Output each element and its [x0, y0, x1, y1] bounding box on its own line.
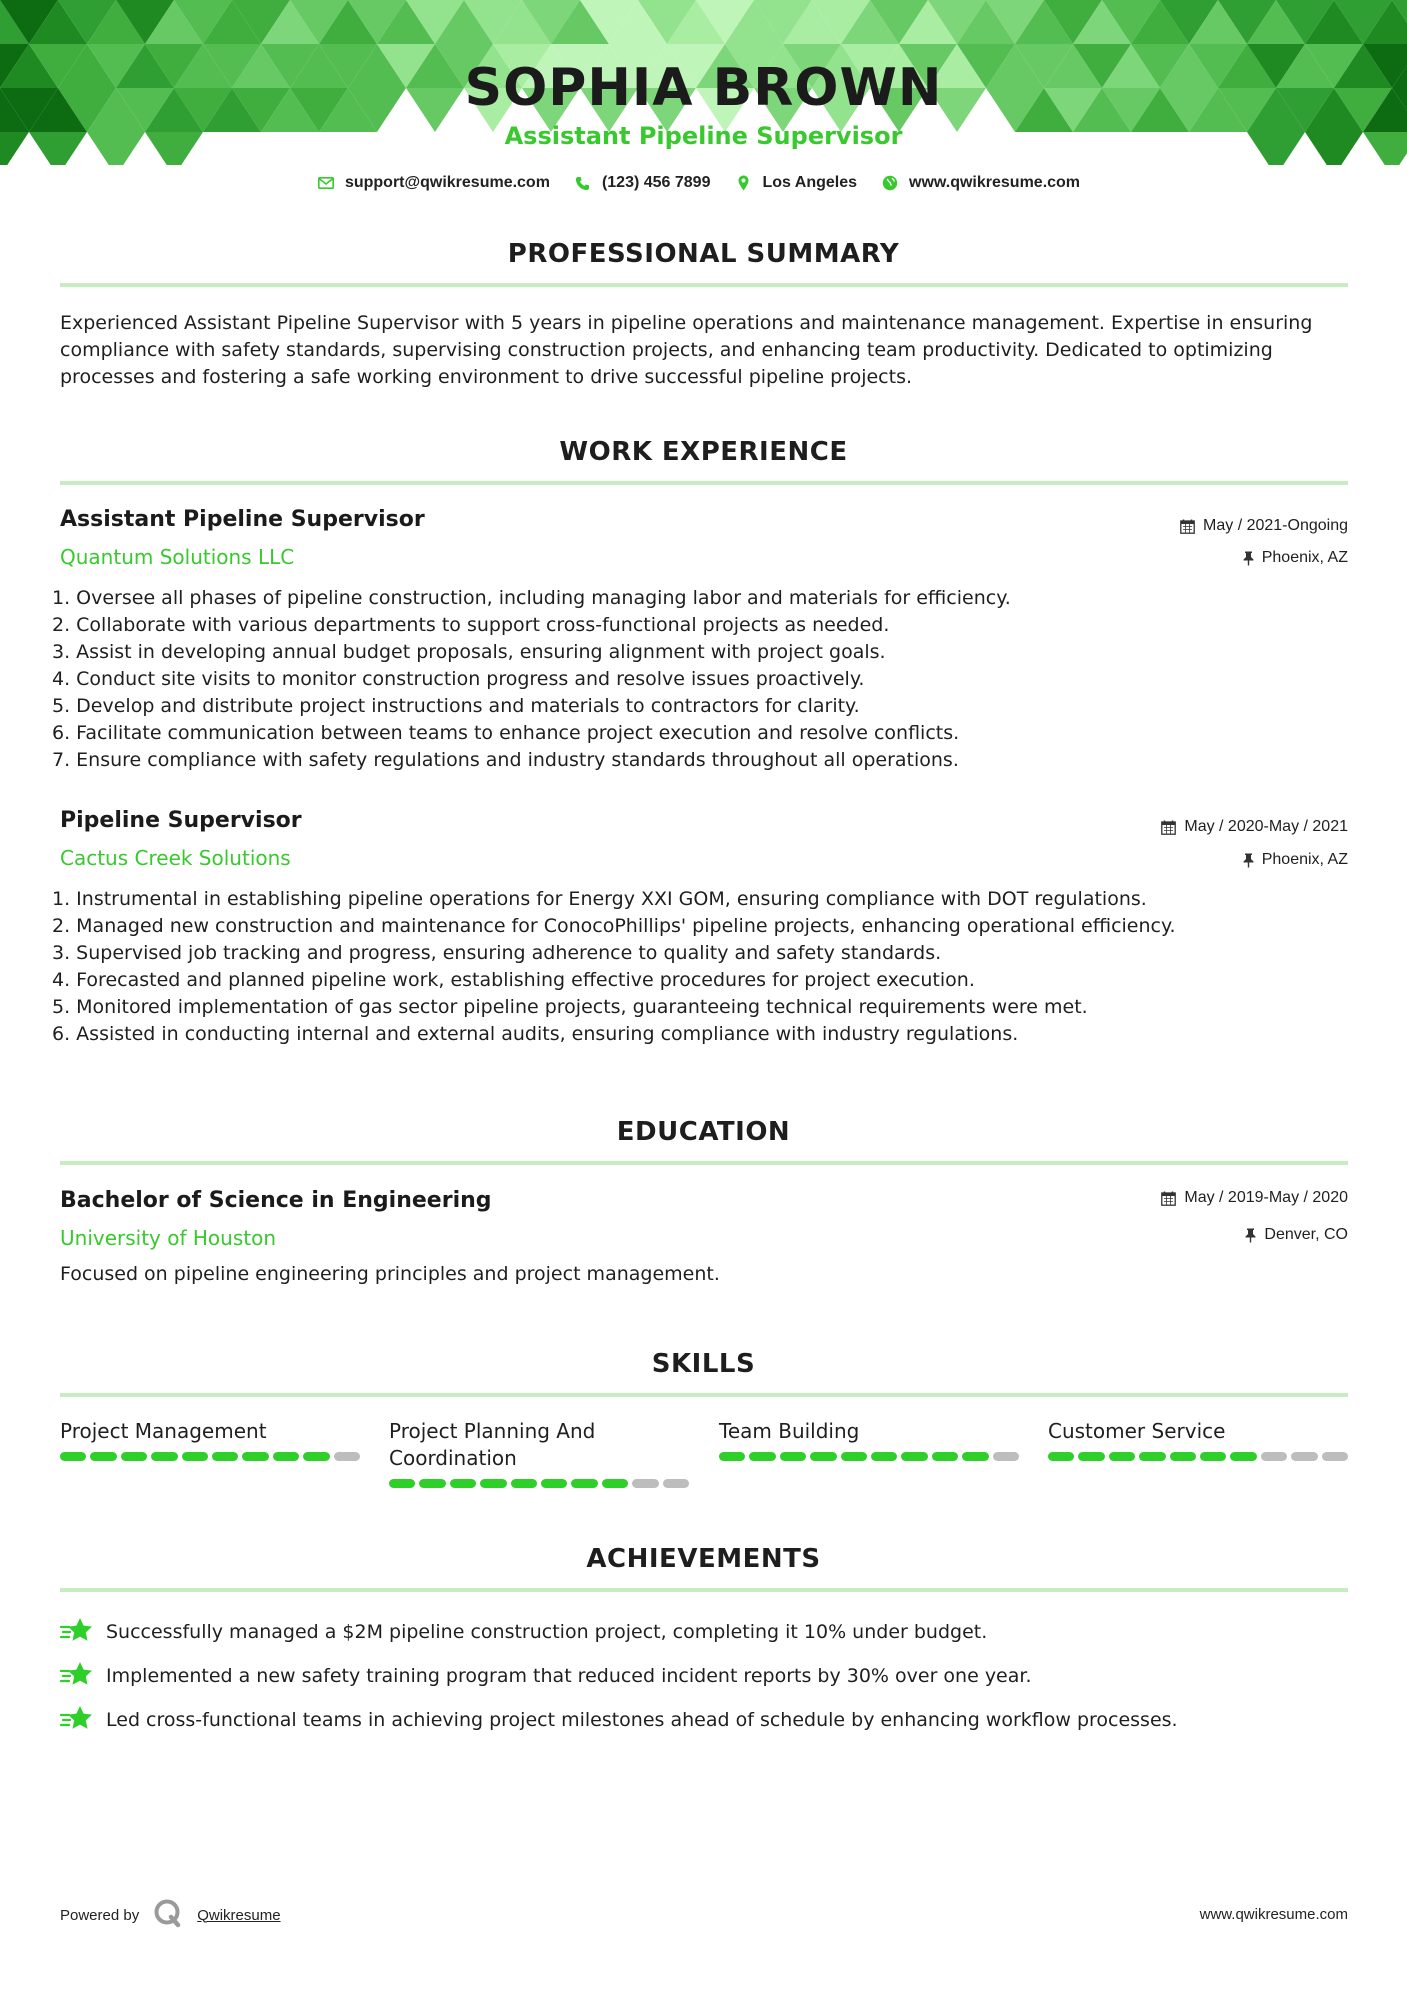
section-title-achievements: ACHIEVEMENTS: [586, 1544, 821, 1574]
education-description: Focused on pipeline engineering principles and project management.: [60, 1263, 720, 1285]
section-divider: [60, 1393, 1348, 1397]
company-name: Quantum Solutions LLC: [60, 545, 295, 569]
skill-level-segment: [780, 1452, 806, 1461]
skill-level-segment: [121, 1452, 147, 1461]
skill-level-segment: [841, 1452, 867, 1461]
calendar-icon: [1161, 1191, 1176, 1206]
star-icon: [60, 1705, 94, 1735]
skill-name: Team Building: [719, 1419, 860, 1443]
contact-email[interactable]: [317, 174, 550, 192]
job-location: Phoenix, AZ: [1243, 851, 1348, 869]
skill-level-segment: [663, 1479, 689, 1488]
job-title: Assistant Pipeline Supervisor: [60, 507, 425, 532]
skill-level-segment: [389, 1479, 415, 1488]
section-title-education: EDUCATION: [616, 1117, 791, 1147]
list-item: 3. Supervised job tracking and progress, ensuring adherence to quality and safety standards.: [52, 942, 942, 964]
job-dates: May / 2020-May / 2021: [1161, 818, 1348, 836]
star-icon: [60, 1661, 94, 1691]
contact-phone[interactable]: [574, 174, 711, 192]
skill-level-segment: [182, 1452, 208, 1461]
school-name: University of Houston: [60, 1226, 277, 1250]
contact-website[interactable]: [881, 174, 1080, 192]
skill-name: Customer Service: [1048, 1419, 1226, 1443]
calendar-icon: [1180, 519, 1195, 534]
contact-bar: [0, 174, 1407, 192]
qwikresume-link[interactable]: Qwikresume: [197, 1906, 281, 1924]
section-title-skills: SKILLS: [651, 1349, 756, 1379]
skill-level-segment: [1261, 1452, 1287, 1461]
skill-level-segment: [212, 1452, 238, 1461]
job-bullets: [52, 585, 1352, 774]
skill-level-segment: [932, 1452, 958, 1461]
globe-icon: [881, 174, 899, 192]
location-text: Los Angeles: [762, 174, 858, 191]
list-item: 2. Collaborate with various departments to support cross-functional projects as needed.: [52, 614, 890, 636]
skill-level-segment: [901, 1452, 927, 1461]
skill-level-segment: [571, 1479, 597, 1488]
list-item: 4. Conduct site visits to monitor construction progress and resolve issues proactively.: [52, 668, 865, 690]
skill-level-segment: [1139, 1452, 1165, 1461]
list-item: 6. Facilitate communication between teams to enhance project execution and resolve conflicts.: [52, 722, 960, 744]
skill-level-bar: [60, 1452, 360, 1461]
degree-title: Bachelor of Science in Engineering: [60, 1188, 492, 1213]
list-item: 1. Instrumental in establishing pipeline operations for Energy XXI GOM, ensuring compliance with DOT regulations.: [52, 888, 1147, 910]
list-item: 6. Assisted in conducting internal and external audits, ensuring compliance with industry regulations.: [52, 1023, 1019, 1045]
skill-level-segment: [1230, 1452, 1256, 1461]
skill-level-segment: [1078, 1452, 1104, 1461]
skill-level-segment: [151, 1452, 177, 1461]
section-divider: [60, 283, 1348, 287]
section-divider: [60, 1588, 1348, 1592]
skill-name: Project Management: [60, 1419, 267, 1443]
section-title-summary: PROFESSIONAL SUMMARY: [507, 239, 900, 269]
company-name: Cactus Creek Solutions: [60, 846, 291, 870]
list-item: 3. Assist in developing annual budget proposals, ensuring alignment with project goals.: [52, 641, 886, 663]
footer-website[interactable]: www.qwikresume.com: [1199, 1906, 1348, 1923]
skill-level-segment: [334, 1452, 360, 1461]
skill-level-segment: [541, 1479, 567, 1488]
list-item: 2. Managed new construction and maintenance for ConocoPhillips' pipeline projects, enhancing operational efficiency.: [52, 915, 1176, 937]
phone-icon: [574, 174, 592, 192]
skill-level-segment: [60, 1452, 86, 1461]
education-location: Denver, CO: [1245, 1226, 1348, 1244]
skill-level-segment: [90, 1452, 116, 1461]
list-item: 5. Develop and distribute project instructions and materials to contractors for clarity.: [52, 695, 860, 717]
skill-level-segment: [303, 1452, 329, 1461]
achievement-item: Implemented a new safety training program that reduced incident reports by 30% over one year.: [60, 1661, 1032, 1691]
achievement-item: Successfully managed a $2M pipeline construction project, completing it 10% under budget.: [60, 1617, 987, 1647]
job-bullets: [52, 886, 1352, 1048]
skill-level-segment: [480, 1479, 506, 1488]
skill-level-segment: [1200, 1452, 1226, 1461]
envelope-icon: [317, 174, 335, 192]
skill-item: [1048, 1418, 1348, 1461]
skill-item: [60, 1418, 360, 1461]
skill-level-segment: [993, 1452, 1019, 1461]
job-title: Pipeline Supervisor: [60, 808, 302, 833]
list-item: 1. Oversee all phases of pipeline construction, including managing labor and materials for efficiency.: [52, 587, 1011, 609]
pushpin-icon: [1243, 551, 1254, 566]
powered-by-label: Powered by: [60, 1906, 140, 1924]
pushpin-icon: [1243, 853, 1254, 868]
skill-item: [719, 1418, 1019, 1461]
skill-level-segment: [450, 1479, 476, 1488]
skill-level-segment: [1322, 1452, 1348, 1461]
job-location: Phoenix, AZ: [1243, 549, 1348, 567]
skill-level-segment: [1048, 1452, 1074, 1461]
skill-level-bar: [719, 1452, 1019, 1461]
skill-level-segment: [1109, 1452, 1135, 1461]
summary-text: Experienced Assistant Pipeline Supervisor with 5 years in pipeline operations and maintenance management. Expertise in ensuring compliance with safety standards, supervising construction projects, and enhancing team productivity. Dedicated to optimizing processes and fostering a safe working environment to drive successful pipeline projects.: [60, 312, 1313, 388]
phone-text: (123) 456 7899: [601, 174, 711, 191]
website-text: www.qwikresume.com: [909, 174, 1081, 191]
skill-level-segment: [810, 1452, 836, 1461]
section-divider: [60, 481, 1348, 485]
skill-level-segment: [632, 1479, 658, 1488]
skill-level-segment: [511, 1479, 537, 1488]
map-marker-icon: [734, 174, 752, 192]
skill-level-segment: [419, 1479, 445, 1488]
star-icon: [60, 1617, 94, 1647]
skill-level-segment: [1291, 1452, 1317, 1461]
pushpin-icon: [1245, 1228, 1256, 1243]
skill-level-segment: [602, 1479, 628, 1488]
skill-level-segment: [1170, 1452, 1196, 1461]
skill-level-bar: [1048, 1452, 1348, 1461]
section-title-experience: WORK EXPERIENCE: [559, 437, 848, 467]
contact-location: [734, 174, 857, 192]
achievement-item: Led cross-functional teams in achieving project milestones ahead of schedule by enhancing workflow processes.: [60, 1705, 1178, 1735]
skill-level-segment: [749, 1452, 775, 1461]
skill-level-segment: [273, 1452, 299, 1461]
calendar-icon: [1161, 820, 1176, 835]
skill-name: Project Planning And Coordination: [389, 1419, 596, 1470]
skill-level-segment: [962, 1452, 988, 1461]
footer-powered-by: [60, 1898, 281, 1932]
skill-level-bar: [389, 1479, 689, 1488]
skill-item: [389, 1418, 689, 1488]
list-item: 7. Ensure compliance with safety regulations and industry standards throughout all operations.: [52, 749, 959, 771]
education-dates: May / 2019-May / 2020: [1161, 1189, 1348, 1207]
skill-level-segment: [242, 1452, 268, 1461]
candidate-title: Assistant Pipeline Supervisor: [504, 122, 903, 150]
skill-level-segment: [871, 1452, 897, 1461]
email-text: support@qwikresume.com: [344, 174, 550, 191]
candidate-name: SOPHIA BROWN: [464, 58, 943, 118]
list-item: 5. Monitored implementation of gas sector pipeline projects, guaranteeing technical requirements were met.: [52, 996, 1088, 1018]
skill-level-segment: [719, 1452, 745, 1461]
section-divider: [60, 1161, 1348, 1165]
qwikresume-logo-icon: [153, 1898, 183, 1932]
job-dates: May / 2021-Ongoing: [1180, 517, 1348, 535]
list-item: 4. Forecasted and planned pipeline work, establishing effective procedures for project execution.: [52, 969, 975, 991]
